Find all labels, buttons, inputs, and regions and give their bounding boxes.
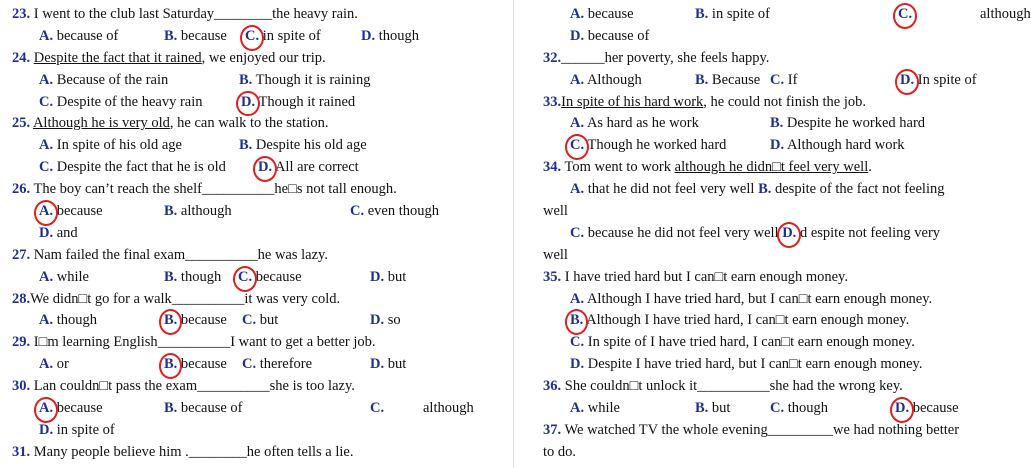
option-text: but [711,400,731,417]
answer-option [770,113,925,135]
answer-option [570,332,915,354]
question-stem [12,179,507,201]
question-stem [543,92,1013,114]
option-text: so [387,312,401,329]
question-number: 29. [12,334,31,351]
stem-text: Tom went to work [564,159,675,176]
option-text: As hard as he work [586,115,699,132]
option-letter: A. [39,356,54,373]
question-number: 36. [543,378,562,395]
stem-text-end: the heavy rain. [272,6,358,22]
stem-text-end: , we enjoyed our trip. [201,49,326,66]
question-number: 31. [12,443,31,460]
selected-answer-letter: D. [900,70,914,92]
answer-option [164,310,227,332]
option-text: though [56,312,98,329]
option-letter: A. [39,27,54,44]
option-row [12,70,507,92]
option-row [543,398,1013,420]
question-stem [12,48,507,70]
option-text: Although I have tried hard, but I can□t earn enough money. [586,290,933,307]
option-row [543,223,1013,245]
option-text: because [56,203,103,220]
answer-option [570,70,642,92]
option-text: Though it is raining [255,71,371,88]
answer-option [370,267,406,289]
option-letter: B. [164,400,178,417]
answer-option [39,92,203,114]
option-text: Although [586,71,642,88]
answer-blank: __________ [185,246,258,263]
right-column [543,4,1031,464]
option-letter: C. [350,203,365,220]
answer-option [164,354,227,376]
option-letter: A. [570,400,585,417]
option-row [12,26,507,48]
question-block [543,376,1013,420]
option-letter: D. [39,224,54,241]
option-row [12,201,507,223]
option-text: because [587,6,634,22]
answer-option [242,354,312,376]
option-text: well [543,246,568,263]
answer-option [39,135,182,157]
question-block [543,48,1013,92]
answer-blank: __________ [201,181,275,198]
question-stem [12,289,507,311]
stem-text: Although he is very old [32,115,170,132]
option-letter: B. [164,268,178,285]
option-letter: D. [570,356,585,373]
option-row [543,26,1013,48]
option-row [543,4,1031,26]
option-text: If [787,71,798,88]
answer-option [770,398,828,420]
option-row [543,201,1013,223]
answer-option [370,398,384,420]
option-letter: B. [695,400,709,417]
option-text: because [180,356,227,373]
option-letter: A. [39,137,54,154]
option-letter: D. [570,27,585,44]
option-text: Although I have tried hard, I can□t earn enough money. [586,312,910,329]
question-stem [12,442,507,464]
option-text: but [259,312,279,329]
option-row [543,310,1013,332]
answer-option [258,157,359,179]
stem-text: I have tried hard but I can□t earn enough money. [564,268,848,285]
answer-blank: __________ [197,378,270,395]
question-number: 37. [543,421,562,438]
option-letter: C. [39,159,54,176]
stem-text: I went to the club last Saturday [33,6,215,22]
option-letter: B. [695,71,709,88]
option-text: because [912,400,959,417]
option-row [12,135,507,157]
answer-option [570,4,634,26]
answer-option [245,26,321,48]
option-text: All are correct [274,159,359,176]
answer-option [238,267,302,289]
answer-option [39,267,89,289]
option-letter: C. [242,312,257,329]
stem-text-end: it was very cold. [244,290,341,307]
option-text: because he did not feel very well [587,224,783,241]
option-text: although [423,400,474,417]
option-row [543,70,1013,92]
question-block [12,442,507,464]
option-letter: B. [695,6,709,22]
question-stem [12,245,507,267]
option-text: because of [587,27,650,44]
answer-option [770,135,905,157]
option-letter: B. [164,203,178,220]
question-number: 26. [12,181,31,198]
option-row [543,113,1013,135]
option-text: and [56,224,78,241]
question-number: 32. [543,49,562,66]
option-text: Despite I have tried hard, but I can□t earn enough money. [587,356,923,373]
question-stem [12,4,507,26]
option-row [12,92,507,114]
option-row [543,245,1013,267]
option-row [12,420,507,442]
option-text: In spite of his old age [56,137,182,154]
option-text: in spite of [262,27,321,44]
option-row [12,398,507,420]
stem-text: We didn□t go for a walk [30,290,172,307]
option-letter: C. [242,356,257,373]
stem-text-end: , he can walk to the station. [169,115,329,132]
option-text: even though [367,203,440,220]
question-number: 23. [12,6,31,22]
option-letter: C. [570,224,585,241]
stem-underlined: although he didn□t feel very well [674,159,869,176]
option-text: Because of the rain [56,71,169,88]
option-letter: C. [39,93,54,110]
option-letter: C. [370,400,385,417]
option-letter: A. [39,312,54,329]
question-number: 25. [12,115,31,132]
answer-option [370,310,401,332]
option-letter: C. [570,334,585,351]
option-text: but [387,356,407,373]
option-text: because of [56,27,119,44]
option-row [12,157,507,179]
option-text: in spite of [56,421,115,438]
answer-option [570,135,726,157]
option-text: because [56,400,103,417]
answer-option [570,398,620,420]
answer-blank: ________ [214,6,273,22]
option-letter: B. [770,115,784,132]
answer-option [39,354,69,376]
question-block [12,376,507,442]
selected-answer-letter: C. [245,26,259,48]
answer-option [39,310,97,332]
question-number: 30. [12,378,31,395]
answer-option [39,201,103,223]
answer-blank: ________ [188,443,247,460]
stem-text-end: she is too lazy. [269,378,355,395]
option-letter: D. [370,268,385,285]
option-letter: D. [39,421,54,438]
question-block [12,245,507,289]
option-letter: A. [570,71,585,88]
option-text: Despite of the heavy rain [56,93,203,110]
answer-option [423,398,474,420]
answer-option [695,70,760,92]
answer-option [164,201,232,223]
answer-blank: __________ [157,334,231,351]
question-number: 27. [12,246,31,263]
question-block [543,4,1031,48]
option-row [543,332,1013,354]
option-text: Although hard work [786,137,905,154]
answer-option [164,26,227,48]
question-number: 28. [12,290,31,307]
answer-option [570,310,909,332]
stem-text: She couldn□t unlock it [564,378,698,395]
option-text: in spite of [711,6,770,22]
option-text: while [587,400,620,417]
option-text: though [180,268,222,285]
stem-text-end: I want to get a better job. [230,334,376,351]
option-letter: A. [39,71,54,88]
answer-option [895,398,959,420]
option-text: Despite his old age [255,137,367,154]
option-row [12,223,507,245]
question-block [543,267,1013,376]
selected-answer-letter: A. [39,398,53,420]
selected-answer-letter: B. [164,354,177,376]
question-stem [543,157,1013,179]
option-text: Despite he worked hard [786,115,926,132]
question-stem [12,113,507,135]
selected-answer-letter: C. [570,135,584,157]
answer-blank: __________ [697,378,770,395]
option-text: Though he worked hard [587,137,727,154]
answer-option [241,92,355,114]
stem-text: Lan couldn□t pass the exam [33,378,198,395]
answer-option [898,4,912,26]
answer-option [570,354,923,376]
answer-option [39,223,78,245]
option-letter: A. [570,115,585,132]
question-stem [12,376,507,398]
answer-option [242,310,278,332]
answer-blank: _________ [767,421,833,438]
option-row [543,179,1013,201]
stem-text-end: . [868,159,872,176]
answer-option [900,70,977,92]
answer-option [164,267,221,289]
stem-continued: to do. [543,443,577,460]
question-stem [543,267,1013,289]
stem-text: I□m learning English [33,334,158,351]
option-text: In spite of [917,71,977,88]
stem-text-end: we had nothing better [833,421,960,438]
selected-answer-letter: C. [238,267,252,289]
stem-text: Despite the fact that it rained [33,49,202,66]
answer-option [350,201,439,223]
left-column [12,4,507,464]
answer-option [39,420,115,442]
question-block [12,4,507,48]
answer-option [570,113,699,135]
option-text: Because [711,71,761,88]
question-block [543,157,1013,266]
option-text: or [56,356,69,373]
stem-text: In spite of his hard work [561,93,704,110]
option-letter: D. [370,312,385,329]
answer-option [39,70,168,92]
option-letter: B. [164,27,178,44]
answer-option [239,135,367,157]
selected-answer-letter: D. [258,157,272,179]
option-letter: D. [770,137,785,154]
option-letter: A. [570,6,585,22]
question-stem [543,376,1013,398]
option-letter: B. [239,137,253,154]
selected-answer-letter: C. [898,4,912,26]
answer-option [164,398,243,420]
answer-option [39,26,118,48]
option-row [543,354,1013,376]
selected-answer-letter: A. [39,201,53,223]
question-block [543,92,1013,158]
option-row [543,135,1013,157]
option-row [12,310,507,332]
option-text: well [543,203,568,220]
option-text: because [180,312,227,329]
answer-option [239,70,370,92]
option-letter: D. [370,356,385,373]
option-text: that he did not feel very well [587,181,759,198]
option-text: but [387,268,407,285]
question-stem [12,332,507,354]
stem-text-end: he was lazy. [257,246,328,263]
option-letter: B. [758,181,772,198]
answer-option [370,354,406,376]
selected-answer-letter: B. [164,310,177,332]
option-text: Though it rained [258,93,356,110]
option-text: despite of the fact not feeling [774,181,945,198]
answer-option [770,70,797,92]
question-block [12,289,507,333]
selected-answer-letter: D. [895,398,909,420]
option-letter: C. [770,400,785,417]
question-block [12,48,507,114]
question-number: 35. [543,268,562,285]
option-row [12,267,507,289]
option-letter: B. [239,71,253,88]
stem-text-end: he often tells a lie. [246,443,354,460]
option-text: because [255,268,302,285]
answer-option [570,289,932,311]
question-block [543,420,1013,464]
answer-option [570,26,649,48]
option-text: therefore [259,356,313,373]
option-letter: D. [361,27,376,44]
answer-option [695,398,730,420]
question-number: 34. [543,159,562,176]
option-text: because [180,27,227,44]
question-number: 33. [543,93,562,110]
answer-option [695,4,770,26]
answer-option [39,398,103,420]
selected-answer-letter: B. [570,310,583,332]
question-number: 24. [12,49,31,66]
stem-text: The boy can’t reach the shelf [33,181,202,198]
stem-text-end: , he could not finish the job. [703,93,866,110]
selected-answer-letter: D. [782,223,796,245]
option-row [12,354,507,376]
option-letter: A. [570,181,585,198]
stem-text-end: she had the wrong key. [769,378,903,395]
option-row [543,289,1013,311]
option-text: though [378,27,420,44]
option-letter: A. [39,268,54,285]
answer-option [980,4,1031,26]
option-text: while [56,268,89,285]
question-stem [543,48,1013,70]
option-text: although [180,203,232,220]
option-text: because of [180,400,243,417]
column-divider [513,0,514,468]
question-block [12,179,507,245]
option-text: Despite the fact that he is old [56,159,226,176]
answer-blank: __________ [171,290,245,307]
stem-text: We watched TV the whole evening [564,421,768,438]
selected-answer-letter: D. [241,92,255,114]
option-letter: A. [570,290,585,307]
answer-blank: ______ [561,49,605,66]
option-text: d espite not feeling very [799,224,941,241]
answer-option [361,26,419,48]
stem-text-end: he□s not tall enough. [274,181,397,198]
option-letter: C. [770,71,785,88]
answer-option [39,157,226,179]
question-block [12,113,507,179]
option-text: In spite of I have tried hard, I can□t earn enough money. [587,334,915,351]
question-stem [543,420,1013,442]
stem-text: Nam failed the final exam [33,246,186,263]
option-text: though [787,400,829,417]
option-text: although [980,6,1031,22]
question-block [12,332,507,376]
stem-text: Many people believe him . [33,443,189,460]
stem-text-end: her poverty, she feels happy. [604,49,770,66]
